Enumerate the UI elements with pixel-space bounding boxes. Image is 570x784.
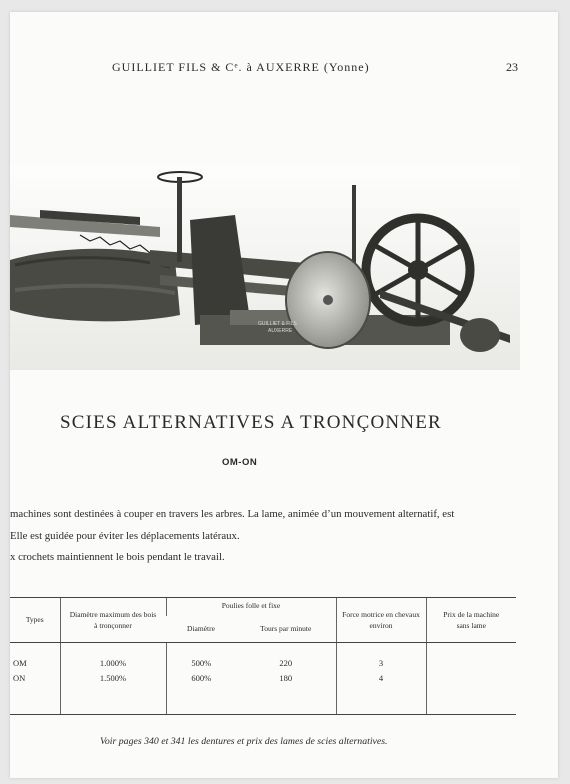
cell-prix [426,643,516,672]
paragraph-3: x crochets maintiennent le bois pendant le travail. [10,551,225,563]
cell-prix [426,672,516,715]
header-prix: Prix de la machine sans lame [426,598,516,643]
paragraph-2: Elle est guidée pour éviter les déplacements latéraux. [10,530,240,542]
header-diametre-bois: Diamètre maximum des bois à tronçonner [60,598,166,643]
paragraph-1: machines sont destinées à couper en travers les arbres. La lame, animée d’un mouvement alternatif, est [10,508,455,520]
table-row [10,643,516,672]
cell-tours: 180 [236,672,336,715]
header-force: Force motrice en chevaux environ [336,598,426,643]
cell-type: OM [13,658,27,668]
cell-diametre-bois: 1.500% [60,672,166,715]
plate-text-1: GUILLIET & FILS [258,321,297,327]
cell-type: ON [10,672,60,715]
cell-diametre-bois: 1.000% [60,643,166,672]
cell-force: 4 [336,672,426,715]
header-poulies-tours: Tours par minute [236,616,336,643]
cell-poulie-diametre: 600% [166,672,236,715]
footnote: Voir pages 340 et 341 les dentures et prix des lames de scies alternatives. [100,736,388,747]
saw-machine-photo [10,165,520,370]
page-header [0,60,570,80]
cell-tours: 220 [279,658,293,668]
model-label: OM-ON [222,457,258,468]
header-title: GUILLIET FILS & Cᵉ. à AUXERRE (Yonne) [112,60,370,74]
table-row [10,672,516,715]
header-poulies: Poulies folle et fixe [166,598,336,617]
specs-table [10,597,516,715]
header-types: Types [10,598,60,643]
cell-force: 3 [336,643,426,672]
plate-text-2: AUXERRE [268,328,293,334]
cell-poulie-diametre: 500% [166,643,236,672]
section-heading: SCIES ALTERNATIVES A TRONÇONNER [60,412,442,433]
header-poulies-diametre: Diamètre [166,616,236,643]
page-number: 23 [506,60,518,74]
